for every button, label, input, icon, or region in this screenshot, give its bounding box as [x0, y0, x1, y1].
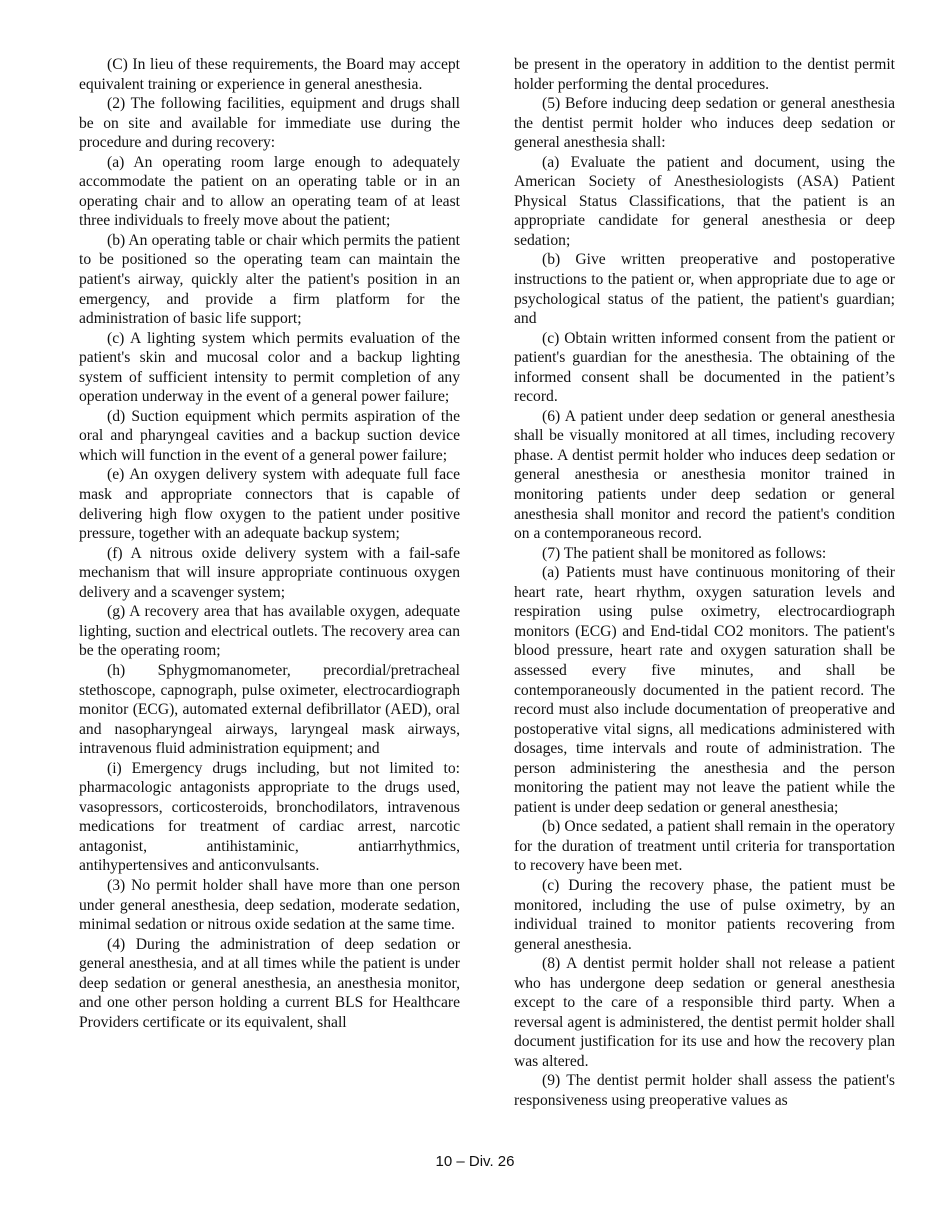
paragraph-2g-recovery-area: (g) A recovery area that has available oxygen, adequate lighting, suction and electrical outlets. The recovery area can be the operating room; [79, 603, 460, 660]
page-footer [0, 1153, 950, 1171]
paragraph-2d-suction: (d) Suction equipment which permits aspiration of the oral and pharyngeal cavities and a backup suction device which will function in the event of a general power failure; [79, 407, 460, 464]
paragraph-7a-continuous-monitoring: (a) Patients must have continuous monitoring of their heart rate, heart rhythm, oxygen saturation levels and respiration using pulse oximetry, electrocardiograph monitors (ECG) and End-tidal CO2 monitors. The patient's blood pressure, heart rate and oxygen saturation shall be assessed every five minutes, and shall be contemporaneously documented in the patient record. The record must also include documentation of preoperative and postoperative vital signs, all medications administered with dosages, time intervals and route of administration. The person administering the anesthesia and the person monitoring the patient may not leave the patient while the patient is under deep sedation or general anesthesia; [514, 564, 895, 816]
page-number-label: 10 – Div. 26 [435, 1153, 515, 1170]
paragraph-2h-equipment: (h) Sphygmomanometer, precordial/pretracheal stethoscope, capnograph, pulse oximeter, electrocardiograph monitor (ECG), automated external defibrillator (AED), oral and nasopharyngeal airways, laryngeal mask airways, intravenous fluid administration equipment; and [79, 661, 460, 758]
paragraph-2b-operating-table: (b) An operating table or chair which permits the patient to be positioned so the operating team can maintain the patient's airway, quickly alter the patient's position in an emergency, and provide a firm platform for the administration of basic life support; [79, 231, 460, 328]
paragraph-3-one-person: (3) No permit holder shall have more than one person under general anesthesia, deep sedation, moderate sedation, minimal sedation or nitrous oxide sedation at the same time. [79, 876, 460, 934]
paragraph-5-before-inducing: (5) Before inducing deep sedation or general anesthesia the dentist permit holder who induces deep sedation or general anesthesia shall: [514, 95, 895, 152]
right-column [514, 55, 895, 1111]
paragraph-2i-emergency-drugs: (i) Emergency drugs including, but not limited to: pharmacologic antagonists appropriate to the drugs used, vasopressors, corticosteroids, bronchodilators, intravenous medications for treatment of cardiac arrest, narcotic antagonist, antihistaminic, antiarrhythmics, antihypertensives and anticonvulsants. [79, 759, 460, 875]
paragraph-5b-instructions: (b) Give written preoperative and postoperative instructions to the patient or, when appropriate due to age or psychological status of the patient, the patient's guardian; and [514, 251, 895, 328]
paragraph-7b-once-sedated: (b) Once sedated, a patient shall remain in the operatory for the duration of treatment until criteria for transportation to recovery have been met. [514, 818, 895, 875]
paragraph-2e-oxygen: (e) An oxygen delivery system with adequate full face mask and appropriate connectors that is capable of delivering high flow oxygen to the patient under positive pressure, together with an adequate backup system; [79, 466, 460, 543]
paragraph-4-administration: (4) During the administration of deep sedation or general anesthesia, and at all times while the patient is under deep sedation or general anesthesia, an anesthesia monitor, and one other person holding a current BLS for Healthcare Providers certificate or its equivalent, shall [79, 935, 460, 1031]
paragraph-4-continuation: be present in the operatory in addition to the dentist permit holder performing the dental procedures. [514, 56, 895, 93]
paragraph-2a-operating-room: (a) An operating room large enough to adequately accommodate the patient on an operating table or in an operating chair and to allow an operating team of at least three individuals to freely move about the patient; [79, 153, 460, 230]
paragraph-5a-evaluate: (a) Evaluate the patient and document, using the American Society of Anesthesiologists (ASA) Patient Physical Status Classifications, that the patient is an appropriate candidate for general anesthesia or deep sedation; [514, 153, 895, 249]
paragraph-2f-nitrous-oxide: (f) A nitrous oxide delivery system with a fail-safe mechanism that will insure appropriate continuous oxygen delivery and a scavenger system; [79, 544, 460, 601]
paragraph-7c-recovery-phase: (c) During the recovery phase, the patient must be monitored, including the use of pulse oximetry, by an individual trained to monitor patients recovering from general anesthesia. [514, 876, 895, 953]
paragraph-5c-consent: (c) Obtain written informed consent from the patient or patient's guardian for the anesthesia. The obtaining of the informed consent shall be documented in the patient’s record. [514, 329, 895, 406]
paragraph-2c-lighting: (c) A lighting system which permits evaluation of the patient's skin and mucosal color and a backup lighting system of sufficient intensity to permit completion of any operation underway in the event of a general power failure; [79, 329, 460, 406]
paragraph-2-facilities: (2) The following facilities, equipment and drugs shall be on site and available for immediate use during the procedure and during recovery: [79, 95, 460, 152]
paragraph-9-responsiveness: (9) The dentist permit holder shall assess the patient's responsiveness using preoperative values as [514, 1072, 895, 1109]
paragraph-6-visual-monitoring: (6) A patient under deep sedation or general anesthesia shall be visually monitored at all times, including recovery phase. A dentist permit holder who induces deep sedation or general anesthesia or anesthesia monitor trained in monitoring patients under deep sedation or general anesthesia shall monitor and record the patient's condition on a contemporaneous record. [514, 407, 895, 543]
paragraph-7-monitored: (7) The patient shall be monitored as follows: [542, 544, 827, 562]
paragraph-c-lieu: (C) In lieu of these requirements, the Board may accept equivalent training or experience in general anesthesia. [79, 56, 460, 93]
paragraph-8-release: (8) A dentist permit holder shall not release a patient who has undergone deep sedation or general anesthesia except to the care of a responsible third party. When a reversal agent is administered, the dentist permit holder shall document justification for its use and how the recovery plan was altered. [514, 955, 895, 1070]
left-column [79, 55, 460, 1032]
